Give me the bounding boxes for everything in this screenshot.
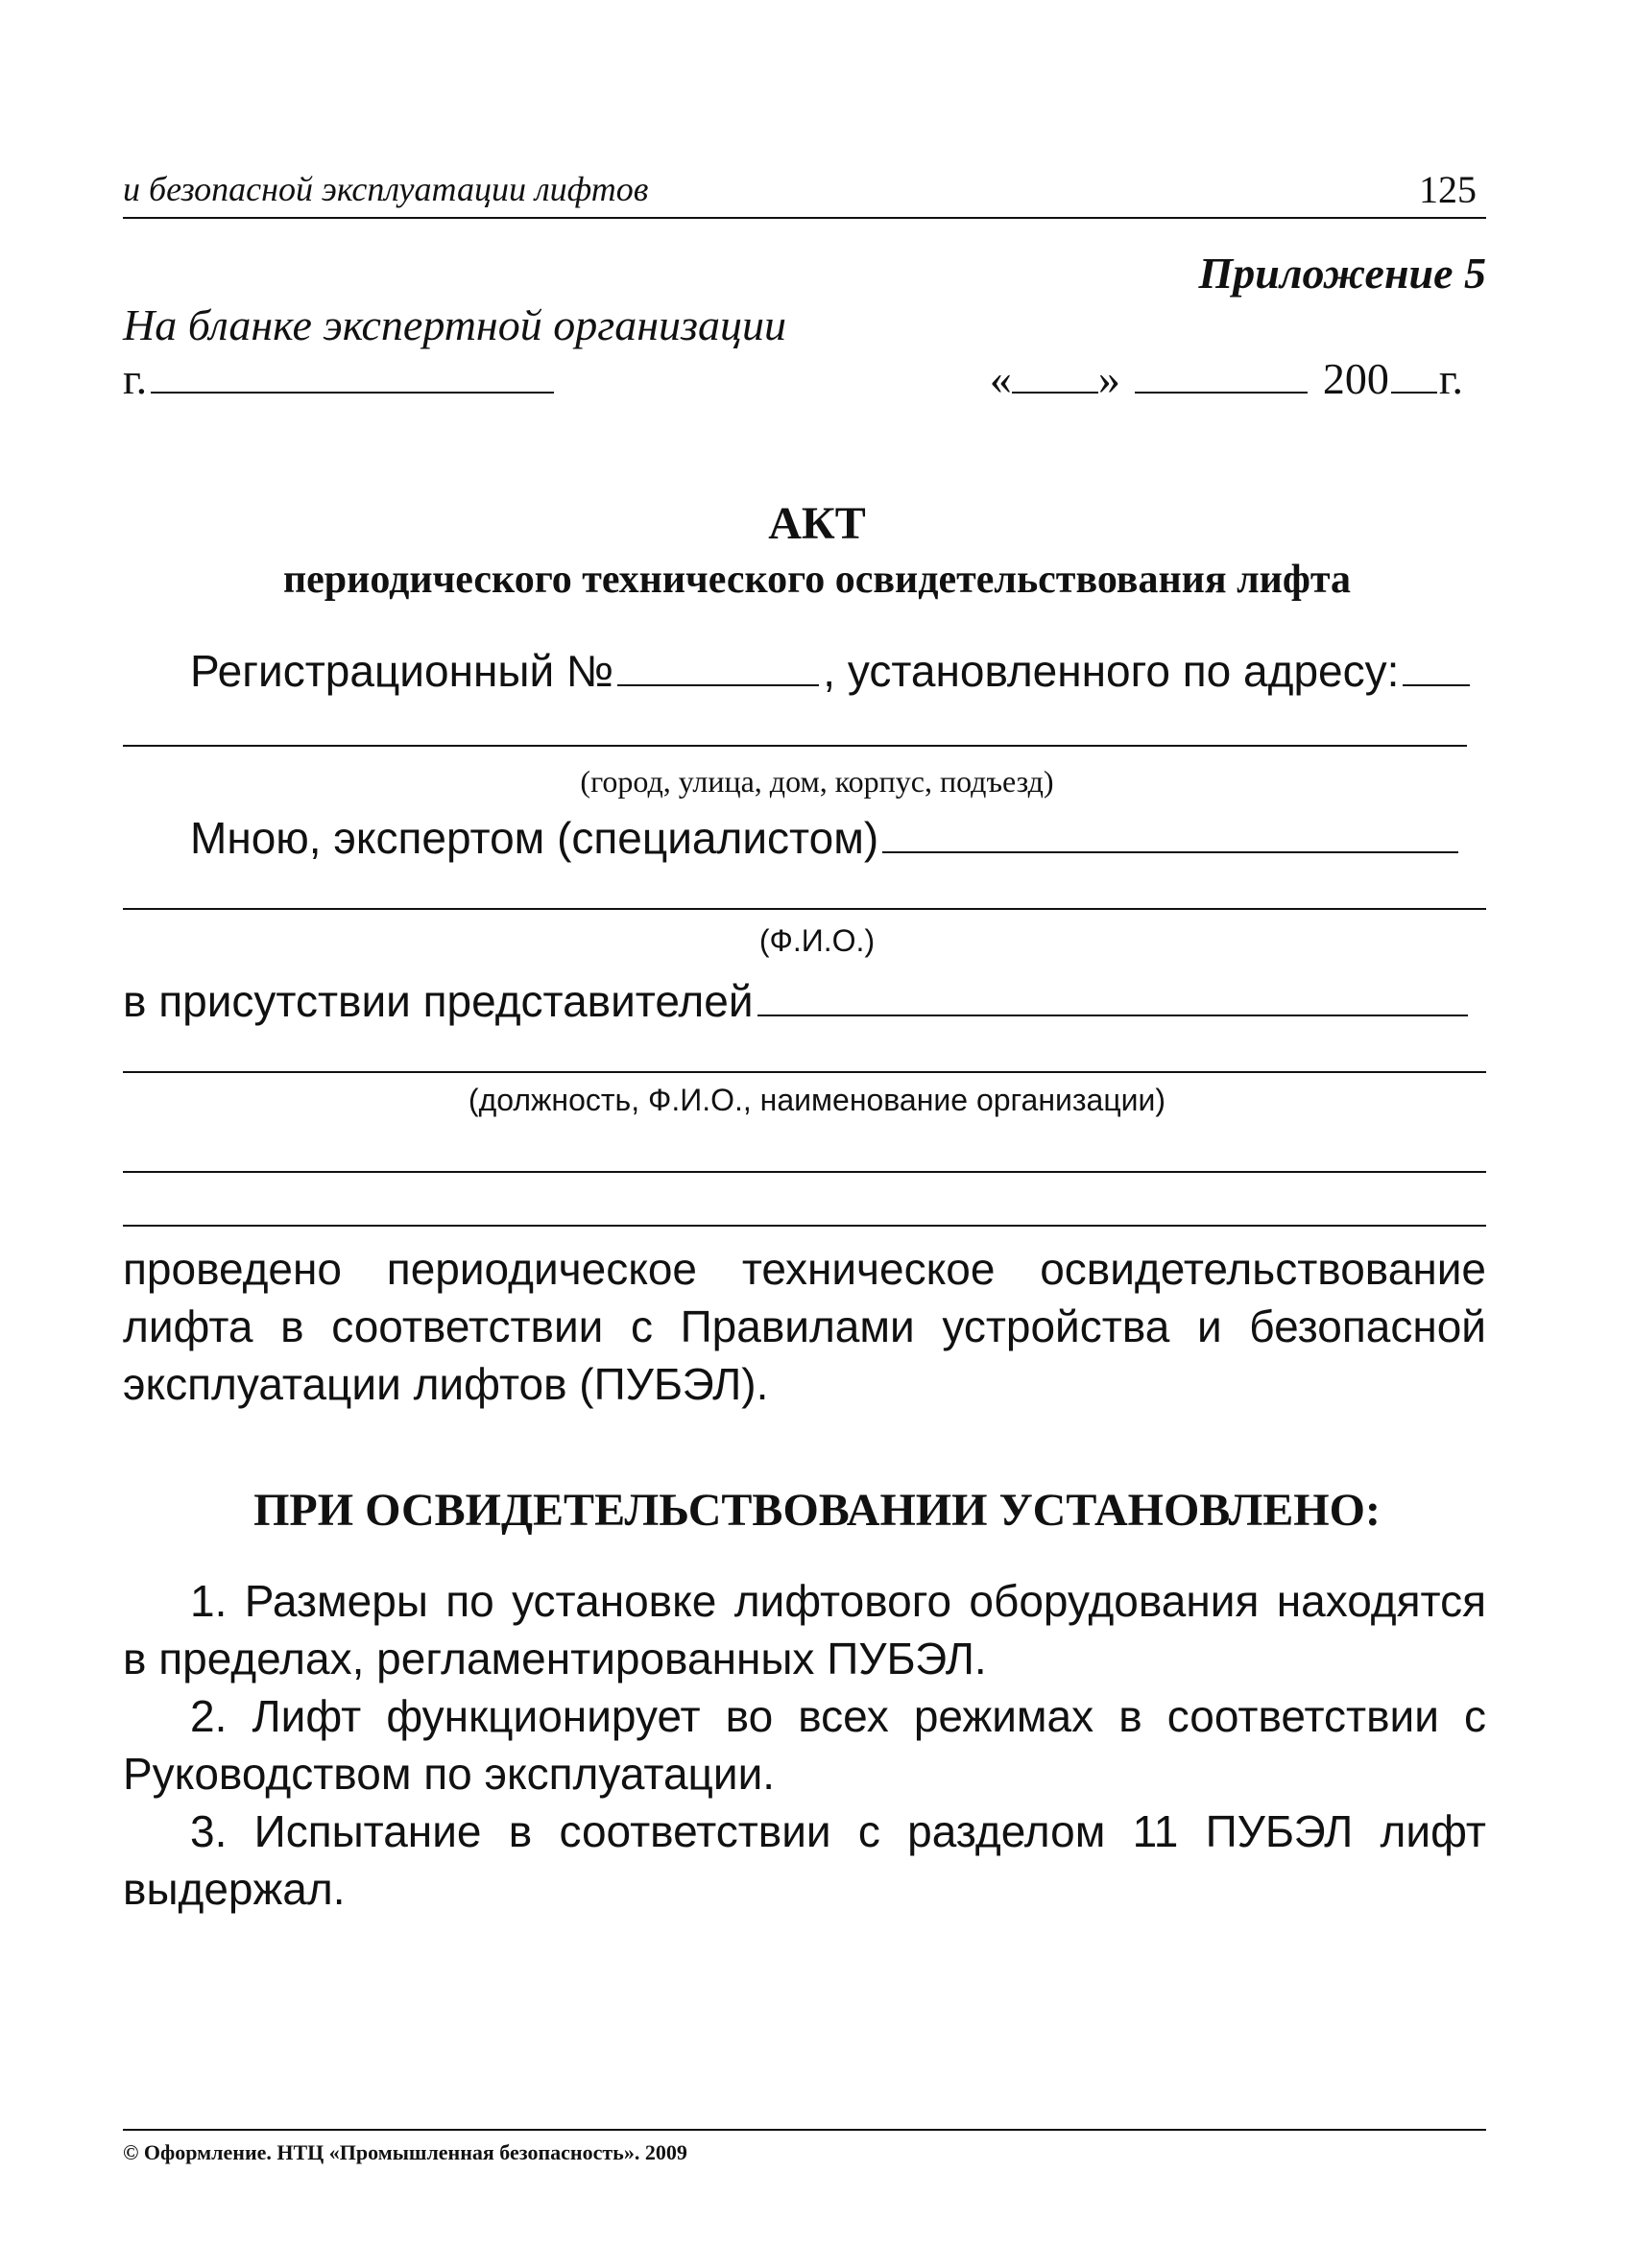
address-rule bbox=[123, 745, 1467, 747]
conducted-paragraph: проведено периодическое техническое освидетельствование лифта в соответствии с Правилами устройства и безопасной эксплуатации лифтов (ПУБЭЛ). bbox=[123, 1244, 1486, 1409]
presence-blank bbox=[757, 1014, 1468, 1016]
blank-rule bbox=[123, 1225, 1486, 1227]
city-blank bbox=[151, 391, 554, 394]
year-suffix: г. bbox=[1438, 354, 1463, 403]
representatives-hint: (должность, Ф.И.О., наименование организации) bbox=[468, 1083, 1166, 1117]
running-title: и безопасной эксплуатации лифтов bbox=[123, 170, 649, 208]
address-label: , установленного по адресу: bbox=[823, 646, 1400, 696]
letterhead-note: На бланке экспертной организации bbox=[123, 300, 786, 349]
page-number: 125 bbox=[1419, 168, 1477, 211]
presence-label: в присутствии представителей bbox=[123, 976, 754, 1026]
expert-rule bbox=[123, 908, 1486, 910]
appendix-label: Приложение 5 bbox=[1198, 249, 1486, 298]
registration-line bbox=[123, 645, 1486, 697]
representatives-rule bbox=[123, 1071, 1486, 1073]
findings-heading: ПРИ ОСВИДЕТЕЛЬСТВОВАНИИ УСТАНОВЛЕНО: bbox=[253, 1485, 1381, 1536]
header-rule bbox=[123, 217, 1486, 219]
footer-rule bbox=[123, 2129, 1486, 2131]
address-blank-start bbox=[1403, 683, 1470, 686]
finding-item: 1. Размеры по установке лифтового оборудования находятся в пределах, регламентированных ПУБЭЛ. bbox=[123, 1576, 1486, 1683]
expert-label: Мною, экспертом (специалистом) bbox=[190, 813, 879, 863]
month-blank bbox=[1135, 391, 1308, 394]
year-prefix: 200 bbox=[1322, 354, 1389, 403]
act-title: АКТ bbox=[768, 498, 866, 549]
expert-blank bbox=[882, 850, 1458, 853]
blank-rule bbox=[123, 1171, 1486, 1173]
footer-copyright: © Оформление. НТЦ «Промышленная безопасность». 2009 bbox=[123, 2140, 687, 2164]
day-blank bbox=[1012, 391, 1098, 394]
presence-line bbox=[123, 975, 1486, 1027]
date-open-quote: « bbox=[989, 354, 1012, 403]
year-blank bbox=[1391, 391, 1437, 394]
city-prefix: г. bbox=[123, 354, 148, 403]
act-subtitle: периодического технического освидетельствования лифта bbox=[282, 558, 1352, 602]
city-line bbox=[123, 353, 558, 404]
finding-item: 2. Лифт функционирует во всех режимах в соответствии с Руководством по эксплуатации. bbox=[123, 1691, 1486, 1799]
fio-hint: (Ф.И.О.) bbox=[758, 923, 876, 958]
finding-item: 3. Испытание в соответствии с разделом 11 ПУБЭЛ лифт выдержал. bbox=[123, 1806, 1486, 1914]
registration-blank bbox=[617, 683, 819, 686]
registration-label: Регистрационный № bbox=[190, 646, 614, 696]
address-hint: (город, улица, дом, корпус, подъезд) bbox=[580, 764, 1054, 799]
expert-line bbox=[123, 812, 1486, 864]
date-line bbox=[990, 353, 1463, 404]
findings-list bbox=[123, 1572, 1486, 1918]
date-close-quote: » bbox=[1097, 354, 1120, 403]
